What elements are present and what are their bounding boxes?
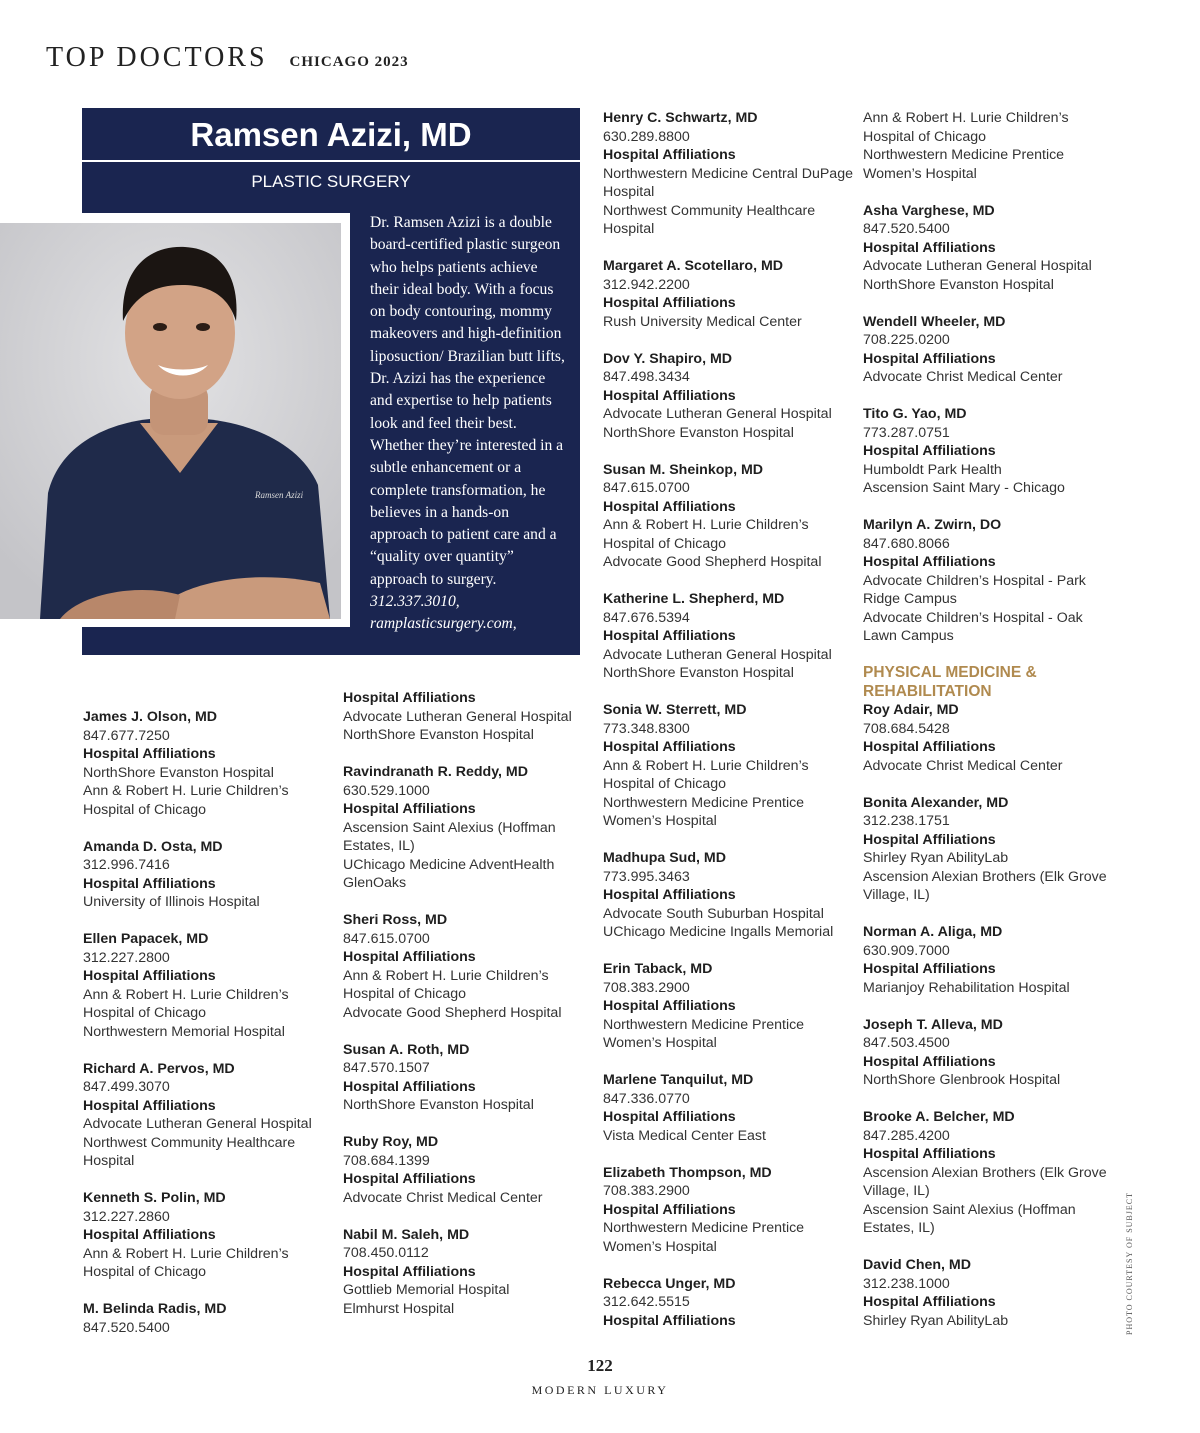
doctor-name: Tito G. Yao, MD [863, 406, 967, 422]
doctor-column-4 [863, 109, 1108, 1349]
featured-doctor-specialty: PLASTIC SURGERY [251, 172, 411, 191]
affiliations-label: Hospital Affiliations [863, 443, 996, 459]
affiliations-label: Hospital Affiliations [343, 1078, 476, 1095]
hospital-affiliation: Ascension Saint Alexius (Hoffman Estates, IL) [343, 819, 556, 854]
doctor-entry [343, 1133, 593, 1207]
hospital-affiliation: NorthShore Evanston Hospital [343, 727, 534, 743]
hospital-affiliation: Advocate Lutheran General Hospital [863, 258, 1092, 274]
hospital-affiliation: Ann & Robert H. Lurie Children’s Hospital of Chicago [83, 783, 289, 818]
doctor-phone: 708.450.0112 [343, 1245, 429, 1261]
affiliations-label: Hospital Affiliations [863, 831, 996, 848]
doctor-name: Ruby Roy, MD [343, 1134, 439, 1150]
doctor-phone: 312.996.7416 [83, 857, 170, 873]
affiliations-label: Hospital Affiliations [603, 628, 736, 644]
doctor-phone: 847.570.1507 [343, 1060, 430, 1076]
doctor-entry [863, 1016, 1108, 1090]
affiliations-label: Hospital Affiliations [863, 350, 996, 367]
hospital-affiliation: Marianjoy Rehabilitation Hospital [863, 979, 1070, 996]
hospital-affiliation: NorthShore Evanston Hospital [603, 665, 794, 681]
hospital-affiliation: Ascension Saint Mary - Chicago [863, 480, 1065, 496]
doctor-phone: 708.383.2900 [603, 1183, 690, 1199]
affiliations-label: Hospital Affiliations [343, 1171, 476, 1187]
hospital-affiliation: Ann & Robert H. Lurie Children’s Hospital of Chicago [863, 110, 1069, 145]
doctor-phone: 847.680.8066 [863, 535, 950, 552]
doctor-entry [863, 1256, 1108, 1330]
doctor-entry [603, 590, 853, 683]
doctor-entry [343, 911, 593, 1022]
hospital-affiliation: Shirley Ryan AbilityLab [863, 850, 1009, 866]
affiliations-label: Hospital Affiliations [83, 968, 216, 984]
hospital-affiliation: Advocate Christ Medical Center [863, 757, 1063, 774]
doctor-name: Erin Taback, MD [603, 961, 713, 977]
hospital-affiliation: NorthShore Glenbrook Hospital [863, 1072, 1061, 1088]
page-number: 122 [587, 1356, 613, 1375]
doctor-name: Asha Varghese, MD [863, 202, 995, 219]
photo-credit: PHOTO COURTESY OF SUBJECT [1125, 1192, 1134, 1335]
doctor-phone: 312.227.2860 [83, 1208, 170, 1225]
hospital-affiliation: Ann & Robert H. Lurie Children’s Hospital of Chicago [603, 757, 809, 792]
doctor-column-3 [603, 109, 853, 1349]
doctor-entry [863, 794, 1108, 905]
hospital-affiliation: Northwestern Medicine Prentice Women’s Hospital [863, 147, 1065, 182]
hospital-affiliation: Elmhurst Hospital [343, 1300, 455, 1317]
bio-contact: 312.337.3010, ramplasticsurgery.com, [370, 593, 517, 633]
affiliations-label: Hospital Affiliations [603, 295, 736, 311]
hospital-affiliation: Northwestern Memorial Hospital [83, 1023, 285, 1040]
doctor-entry [863, 313, 1108, 387]
hospital-affiliation: Northwestern Medicine Central DuPage Hospital [603, 165, 853, 200]
doctor-portrait [0, 223, 341, 619]
doctor-phone: 630.909.7000 [863, 942, 950, 959]
doctor-phone: 630.529.1000 [343, 782, 430, 799]
doctor-entry [603, 1275, 853, 1331]
doctor-phone: 708.684.1399 [343, 1152, 430, 1169]
affiliations-label: Hospital Affiliations [343, 690, 476, 706]
doctor-entry [343, 1226, 593, 1319]
doctor-name: Marlene Tanquilut, MD [603, 1072, 754, 1088]
doctor-name: Henry C. Schwartz, MD [603, 110, 758, 126]
doctor-name: David Chen, MD [863, 1257, 971, 1273]
doctor-name: Susan A. Roth, MD [343, 1041, 470, 1058]
doctor-name: Bonita Alexander, MD [863, 794, 1009, 811]
affiliations-label: Hospital Affiliations [83, 875, 216, 892]
doctor-name: Sheri Ross, MD [343, 912, 448, 928]
doctor-phone: 312.942.2200 [603, 276, 690, 293]
doctor-phone: 312.238.1751 [863, 813, 950, 829]
doctor-column-1 [83, 708, 333, 1356]
doctor-entry [603, 1164, 853, 1257]
doctor-entry [863, 405, 1108, 498]
affiliations-label: Hospital Affiliations [863, 739, 996, 755]
doctor-name: Roy Adair, MD [863, 702, 959, 718]
affiliations-label: Hospital Affiliations [83, 1227, 216, 1243]
doctor-entry [603, 109, 853, 239]
hospital-affiliation: UChicago Medicine Ingalls Memorial [603, 924, 834, 940]
doctor-name: Nabil M. Saleh, MD [343, 1226, 470, 1243]
doctor-entry [83, 1300, 333, 1337]
doctor-entry [603, 257, 853, 331]
page-header [46, 42, 409, 74]
affiliations-label: Hospital Affiliations [603, 1312, 736, 1329]
affiliations-label: Hospital Affiliations [863, 1146, 996, 1162]
doctor-phone: 312.642.5515 [603, 1294, 690, 1310]
hospital-affiliation: UChicago Medicine AdventHealth GlenOaks [343, 856, 555, 891]
hospital-affiliation: Ascension Saint Alexius (Hoffman Estates, IL) [863, 1201, 1076, 1236]
doctor-entry [83, 930, 333, 1041]
hospital-affiliation: Northwestern Medicine Prentice Women’s Hospital [603, 794, 805, 829]
doctor-name: Sonia W. Sterrett, MD [603, 702, 747, 718]
specialty-heading: PHYSICAL MEDICINE & REHABILITATION [863, 664, 1037, 700]
hospital-affiliation: Advocate Christ Medical Center [863, 369, 1063, 385]
doctor-name: Dov Y. Shapiro, MD [603, 350, 733, 367]
affiliations-label: Hospital Affiliations [83, 1097, 216, 1114]
doctor-name: Wendell Wheeler, MD [863, 313, 1006, 330]
affiliations-label: Hospital Affiliations [603, 887, 736, 903]
section-title: TOP DOCTORS [46, 42, 268, 73]
doctor-name: Madhupa Sud, MD [603, 850, 726, 866]
hospital-affiliation: Advocate Lutheran General Hospital [603, 406, 832, 422]
doctor-phone: 847.285.4200 [863, 1127, 950, 1144]
doctor-phone: 773.287.0751 [863, 424, 950, 441]
doctor-name: Ellen Papacek, MD [83, 931, 209, 947]
doctor-entry [83, 708, 333, 819]
doctor-entry [863, 516, 1108, 646]
doctor-phone: 847.676.5394 [603, 609, 690, 626]
section-subtitle: CHICAGO 2023 [289, 54, 409, 70]
doctor-phone: 708.225.0200 [863, 332, 950, 348]
hospital-affiliation: Advocate Lutheran General Hospital [343, 708, 572, 725]
hospital-affiliation: Northwestern Medicine Prentice Women’s Hospital [603, 1016, 805, 1051]
affiliations-label: Hospital Affiliations [343, 949, 476, 965]
doctor-phone: 847.520.5400 [83, 1319, 170, 1336]
doctor-name: Ravindranath R. Reddy, MD [343, 764, 528, 780]
doctor-entry [863, 923, 1108, 997]
hospital-affiliation: Advocate Good Shepherd Hospital [343, 1004, 562, 1021]
doctor-name: Kenneth S. Polin, MD [83, 1190, 226, 1206]
doctor-phone: 312.238.1000 [863, 1275, 950, 1292]
doctor-phone: 630.289.8800 [603, 128, 690, 145]
doctor-name: Brooke A. Belcher, MD [863, 1109, 1015, 1125]
doctor-name: Katherine L. Shepherd, MD [603, 591, 785, 607]
doctor-phone: 708.684.5428 [863, 720, 950, 737]
doctor-phone: 312.227.2800 [83, 949, 170, 966]
affiliations-label: Hospital Affiliations [863, 1053, 996, 1070]
hospital-affiliation: Advocate South Suburban Hospital [603, 905, 824, 922]
hospital-affiliation: Ann & Robert H. Lurie Children’s Hospital of Chicago [343, 967, 549, 1002]
affiliations-label: Hospital Affiliations [863, 239, 996, 256]
hospital-affiliation: Advocate Children’s Hospital - Park Ridge Campus [863, 572, 1086, 607]
affiliations-label: Hospital Affiliations [83, 746, 216, 762]
hospital-affiliation: Gottlieb Memorial Hospital [343, 1282, 510, 1298]
hospital-affiliation: NorthShore Evanston Hospital [83, 764, 274, 781]
doctor-phone: 847.677.7250 [83, 727, 170, 744]
hospital-affiliation: Advocate Children’s Hospital - Oak Lawn Campus [863, 609, 1083, 644]
doctor-entry [603, 350, 853, 443]
doctor-entry [863, 1108, 1108, 1238]
affiliations-label: Hospital Affiliations [863, 961, 996, 977]
doctor-entry [863, 202, 1108, 295]
hospital-affiliation: Ann & Robert H. Lurie Children’s Hospital of Chicago [603, 517, 809, 552]
hospital-affiliation: Advocate Lutheran General Hospital [83, 1116, 312, 1132]
featured-doctor-name: Ramsen Azizi, MD [190, 116, 472, 153]
hospital-affiliation: Northwest Community Healthcare Hospital [603, 202, 816, 237]
doctor-name: Elizabeth Thompson, MD [603, 1164, 772, 1181]
hospital-affiliation: Northwest Community Healthcare Hospital [83, 1134, 296, 1169]
affiliations-label: Hospital Affiliations [603, 498, 736, 515]
doctor-column-2 [343, 689, 593, 1337]
doctor-entry [83, 838, 333, 912]
featured-doctor-bio [370, 212, 570, 636]
doctor-name: Margaret A. Scotellaro, MD [603, 258, 784, 274]
hospital-affiliation: Ann & Robert H. Lurie Children’s Hospital of Chicago [83, 1245, 289, 1280]
doctor-entry [603, 461, 853, 572]
doctor-name: Marilyn A. Zwirn, DO [863, 517, 1002, 533]
doctor-entry [603, 1071, 853, 1145]
hospital-affiliation: Ann & Robert H. Lurie Children’s Hospital of Chicago [83, 986, 289, 1021]
hospital-affiliation: Advocate Good Shepherd Hospital [603, 554, 822, 570]
hospital-affiliation: NorthShore Evanston Hospital [603, 424, 794, 441]
affiliations-label: Hospital Affiliations [603, 739, 736, 755]
magazine-brand: MODERN LUXURY [531, 1383, 669, 1397]
hospital-affiliation: Humboldt Park Health [863, 461, 1002, 478]
hospital-affiliation: Shirley Ryan AbilityLab [863, 1312, 1009, 1329]
affiliations-label: Hospital Affiliations [863, 1294, 996, 1310]
hospital-affiliation: Ascension Alexian Brothers (Elk Grove Village, IL) [863, 1164, 1107, 1199]
hospital-affiliation: University of Illinois Hospital [83, 894, 260, 910]
doctor-entry [863, 664, 1108, 775]
bio-text: Dr. Ramsen Azizi is a double board-certified plastic surgeon who helps patients achieve their ideal body. With a focus on body contouring, mommy makeovers and high-definition liposuction/ Brazilian butt lifts, Dr. Azizi has the experience and expertise to help patients look and feel their best. Whether they’re interested in a subtle enhancement or a complete transformation, he believes in a hands-on approach to patient care and a “quality over quantity” approach to surgery. [370, 214, 565, 588]
hospital-affiliation: Northwestern Medicine Prentice Women’s Hospital [603, 1220, 805, 1255]
doctor-phone: 847.499.3070 [83, 1079, 170, 1095]
doctor-name: Richard A. Pervos, MD [83, 1060, 235, 1077]
doctor-phone: 847.615.0700 [343, 930, 430, 947]
hospital-affiliation: Rush University Medical Center [603, 313, 802, 330]
hospital-affiliation: NorthShore Evanston Hospital [863, 276, 1054, 293]
doctor-phone: 847.503.4500 [863, 1035, 950, 1051]
hospital-affiliation: Advocate Christ Medical Center [343, 1189, 543, 1206]
affiliations-label: Hospital Affiliations [863, 554, 996, 570]
hospital-affiliation: NorthShore Evanston Hospital [343, 1097, 534, 1113]
affiliations-label: Hospital Affiliations [343, 1263, 476, 1280]
affiliations-label: Hospital Affiliations [343, 801, 476, 817]
doctor-phone: 847.336.0770 [603, 1090, 690, 1107]
doctor-name: Rebecca Unger, MD [603, 1275, 736, 1292]
doctor-entry [603, 960, 853, 1053]
doctor-phone: 847.615.0700 [603, 480, 690, 496]
doctor-entry [83, 1060, 333, 1171]
doctor-entry [603, 849, 853, 942]
hospital-affiliation: Vista Medical Center East [603, 1127, 766, 1144]
doctor-entry [863, 109, 1108, 183]
affiliations-label: Hospital Affiliations [603, 1109, 736, 1125]
doctor-phone: 847.498.3434 [603, 369, 690, 385]
doctor-entry [343, 1041, 593, 1115]
doctor-phone: 847.520.5400 [863, 221, 950, 237]
doctor-entry [343, 763, 593, 893]
doctor-entry [603, 701, 853, 831]
doctor-name: James J. Olson, MD [83, 709, 218, 725]
affiliations-label: Hospital Affiliations [603, 998, 736, 1014]
doctor-name: M. Belinda Radis, MD [83, 1301, 227, 1317]
doctor-phone: 708.383.2900 [603, 979, 690, 996]
affiliations-label: Hospital Affiliations [603, 147, 736, 163]
doctor-name: Norman A. Aliga, MD [863, 924, 1003, 940]
affiliations-label: Hospital Affiliations [603, 387, 736, 404]
affiliations-label: Hospital Affiliations [603, 1201, 736, 1218]
svg-text:Ramsen Azizi: Ramsen Azizi [255, 490, 304, 500]
doctor-phone: 773.348.8300 [603, 720, 690, 737]
hospital-affiliation: Ascension Alexian Brothers (Elk Grove Village, IL) [863, 868, 1107, 903]
hospital-affiliation: Advocate Lutheran General Hospital [603, 646, 832, 663]
divider [82, 160, 580, 162]
doctor-name: Amanda D. Osta, MD [83, 838, 223, 855]
doctor-name: Susan M. Sheinkop, MD [603, 461, 764, 478]
doctor-entry [83, 1189, 333, 1282]
doctor-phone: 773.995.3463 [603, 868, 690, 885]
doctor-entry [343, 689, 593, 745]
doctor-name: Joseph T. Alleva, MD [863, 1016, 1003, 1033]
